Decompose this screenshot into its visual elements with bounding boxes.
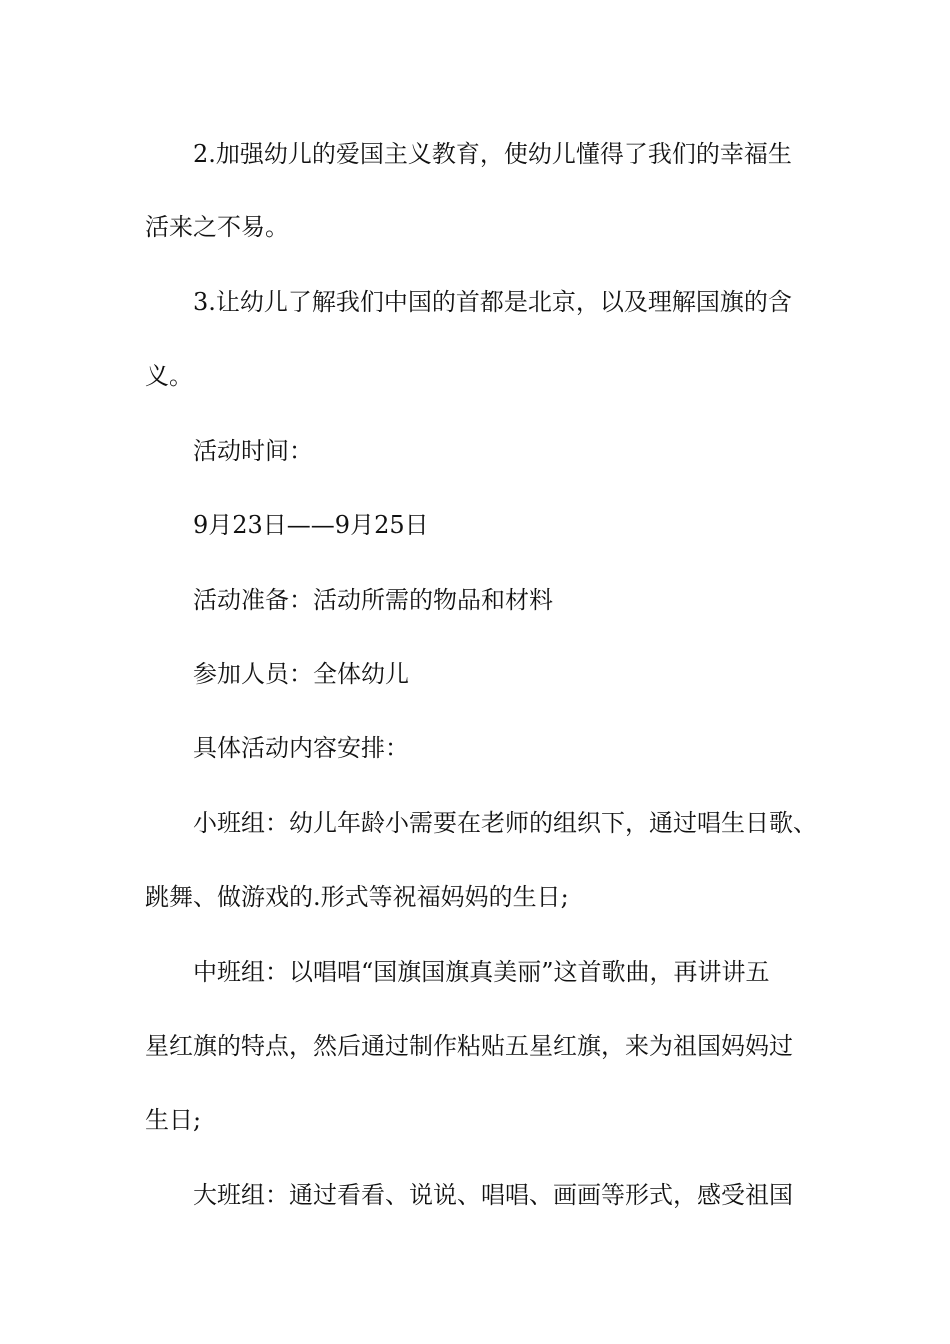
small-class-line-1: 小班组：幼儿年龄小需要在老师的组织下，通过唱生日歌、 (193, 809, 817, 837)
middle-class-line-2: 星红旗的特点，然后通过制作粘贴五星红旗，来为祖国妈妈过 (145, 1032, 793, 1060)
content-arrangement-heading: 具体活动内容安排： (193, 734, 409, 762)
activity-time-value: 9月23日——9月25日 (193, 511, 429, 539)
middle-class-line-1: 中班组：以唱唱“国旗国旗真美丽”这首歌曲，再讲讲五 (193, 958, 770, 986)
goal-3-line-2: 义。 (145, 362, 193, 390)
goal-2-line-1: 2.加强幼儿的爱国主义教育，使幼儿懂得了我们的幸福生 (193, 140, 792, 168)
small-class-line-2: 跳舞、做游戏的.形式等祝福妈妈的生日; (145, 883, 569, 911)
large-class-line-1: 大班组：通过看看、说说、唱唱、画画等形式，感受祖国 (193, 1181, 793, 1209)
goal-3-line-1: 3.让幼儿了解我们中国的首都是北京，以及理解国旗的含 (193, 288, 792, 316)
activity-preparation: 活动准备：活动所需的物品和材料 (193, 586, 553, 614)
activity-time-heading: 活动时间： (193, 437, 313, 465)
goal-2-line-2: 活来之不易。 (145, 213, 289, 241)
middle-class-line-3: 生日; (145, 1106, 202, 1134)
participants: 参加人员：全体幼儿 (193, 660, 409, 688)
